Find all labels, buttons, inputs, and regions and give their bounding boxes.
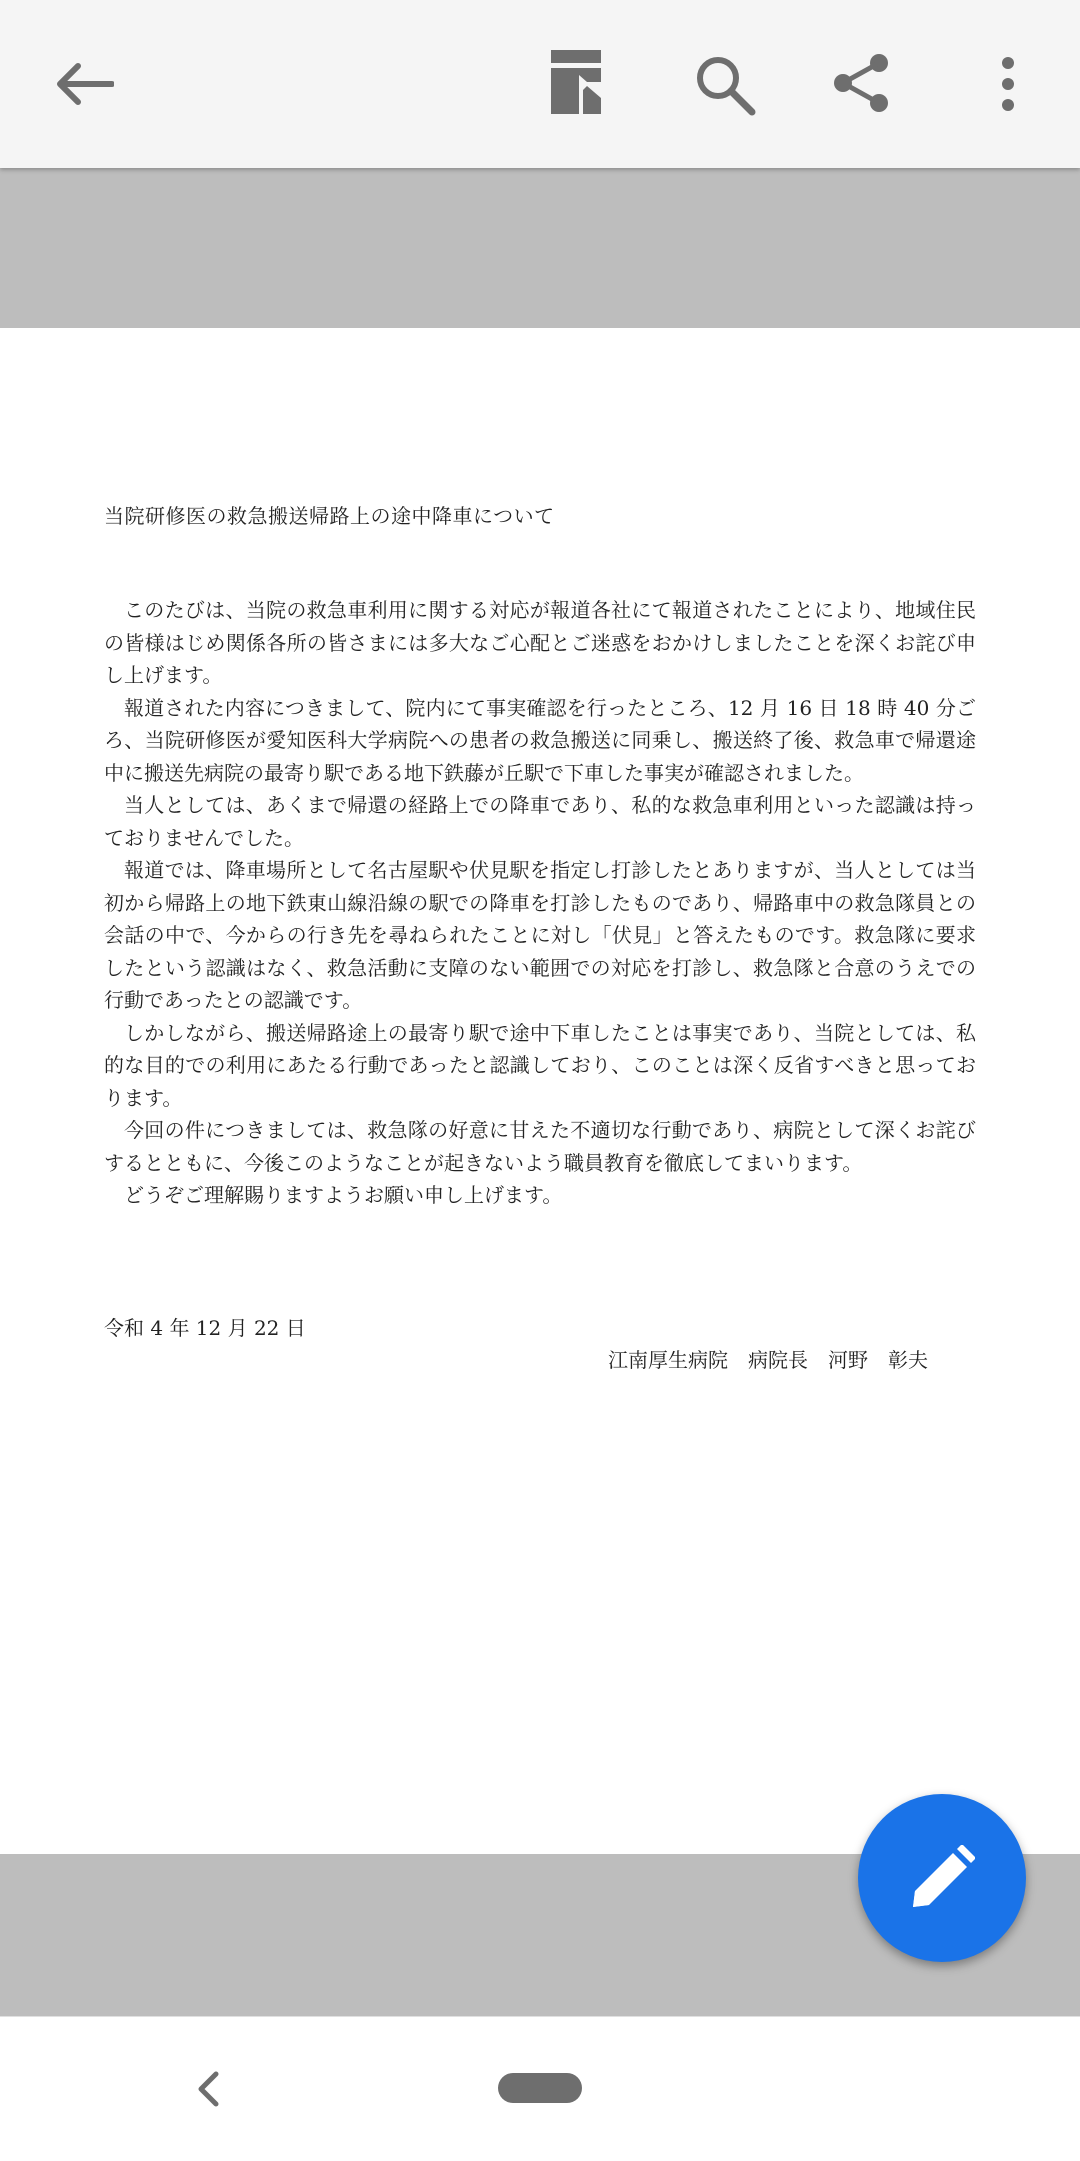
- home-pill[interactable]: [498, 2073, 582, 2103]
- share-button[interactable]: [828, 52, 894, 114]
- more-vert-icon: [1001, 56, 1015, 112]
- edit-fab-button[interactable]: [858, 1794, 1026, 1962]
- document-signature: 江南厚生病院 病院長 河野 彰夫: [608, 1348, 928, 1372]
- document-date: 令和 4 年 12 月 22 日: [104, 1316, 306, 1340]
- arrow-left-icon: [54, 62, 114, 106]
- more-options-button[interactable]: [990, 52, 1026, 116]
- back-button[interactable]: [44, 52, 124, 116]
- search-button[interactable]: [690, 52, 760, 118]
- paragraph: このたびは、当院の救急車利用に関する対応が報道各社にて報道されたことにより、地域住民の皆様はじめ関係各所の皆さまには多大なご心配とご迷惑をおかけしましたことを深くお詫び申し上げます。: [104, 598, 976, 687]
- reading-mode-button[interactable]: [548, 48, 604, 116]
- paragraph: 当人としては、あくまで帰還の経路上での降車であり、私的な救急車利用といった認識は持っておりませんでした。: [104, 793, 976, 850]
- document-title: 当院研修医の救急搬送帰路上の途中降車について: [104, 504, 555, 528]
- paragraph: 報道では、降車場所として名古屋駅や伏見駅を指定し打診したとありますが、当人としては当初から帰路上の地下鉄東山線沿線の駅での降車を打診したものであり、帰路車中の救急隊員との会話の中で、今からの行き先を尋ねられたことに対し「伏見」と答えたものです。救急隊に要求したという認識はなく、救急活動に支障のない範囲での対応を打診し、救急隊と合意のうえでの行動であったとの認識です。: [104, 858, 976, 1012]
- paragraph: 今回の件につきましては、救急隊の好意に甘えた不適切な行動であり、病院として深くお詫びするとともに、今後このようなことが起きないよう職員教育を徹底してまいります。: [104, 1118, 976, 1175]
- top-app-bar: [0, 0, 1080, 168]
- document-body: [104, 594, 976, 1212]
- nav-back-icon: [196, 2071, 220, 2107]
- paragraph: どうぞご理解賜りますようお願い申し上げます。: [124, 1183, 563, 1207]
- document-page[interactable]: [0, 328, 1080, 1854]
- edit-pencil-icon: [909, 1845, 975, 1911]
- paragraph: しかしながら、搬送帰路途上の最寄り駅で途中下車したことは事実であり、当院としては、私的な目的での利用にあたる行動であったと認識しており、このことは深く反省すべきと思っております。: [104, 1020, 976, 1110]
- system-navigation-bar: [0, 2016, 1080, 2161]
- search-icon: [694, 54, 756, 116]
- nav-back-button[interactable]: [180, 2061, 236, 2117]
- share-icon: [831, 53, 891, 113]
- reading-mode-icon: [551, 50, 601, 114]
- paragraph: 報道された内容につきまして、院内にて事実確認を行ったところ、12 月 16 日 18 時 40 分ごろ、当院研修医が愛知医科大学病院への患者の救急搬送に同乗し、搬送終了後、救急車で帰還途中に搬送先病院の最寄り駅である地下鉄藤が丘駅で下車した事実が確認されました。: [104, 695, 976, 785]
